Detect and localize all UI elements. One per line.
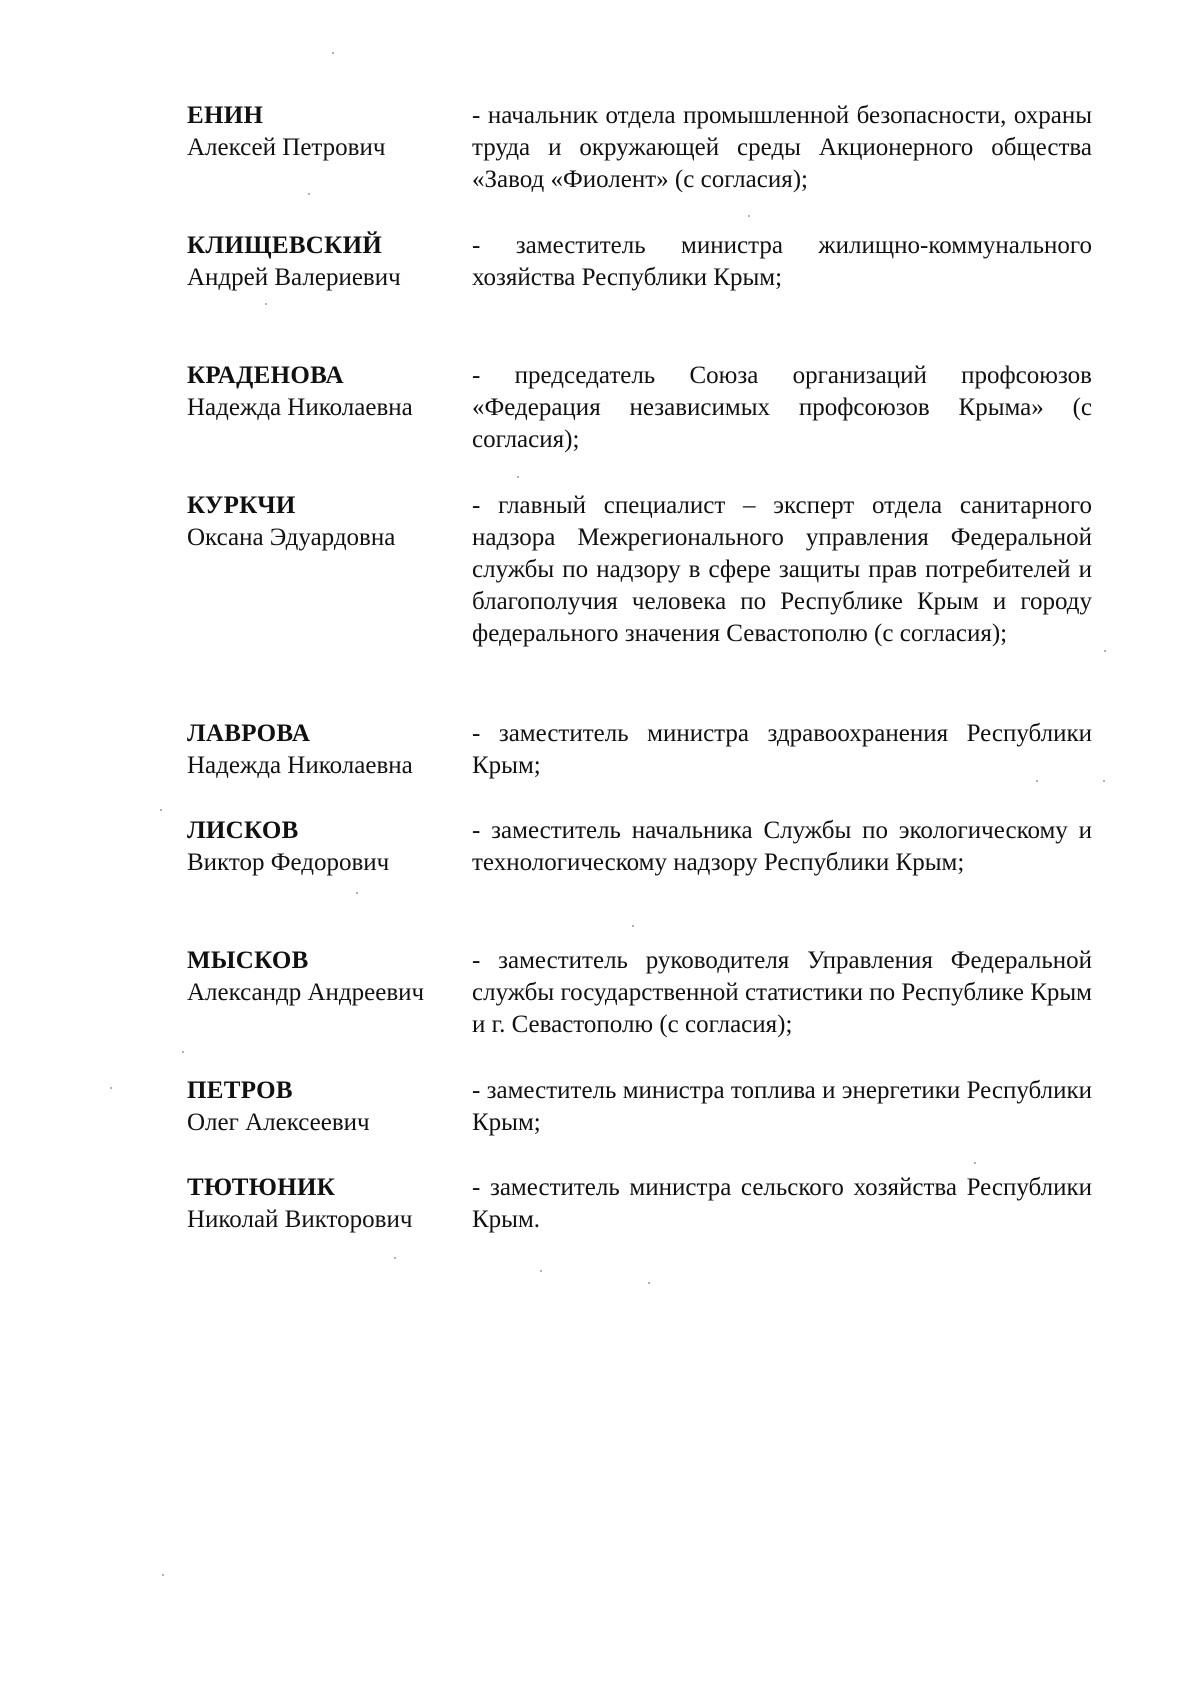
scan-speck (182, 1051, 184, 1053)
scan-speck (332, 52, 334, 54)
member-role: - заместитель начальника Службы по экологическому и технологическому надзору Республики Крым; (472, 817, 1092, 876)
member-given-name: Виктор Федорович (187, 849, 390, 876)
scan-speck (308, 193, 310, 195)
member-given-name: Надежда Николаевна (187, 394, 413, 421)
scan-speck (162, 1574, 164, 1576)
member-surname: КЛИЩЕВСКИЙ (187, 232, 383, 259)
member-surname: ЛАВРОВА (187, 720, 311, 747)
scan-speck (394, 1257, 396, 1259)
member-surname: МЫСКОВ (187, 947, 309, 974)
member-name (187, 1172, 472, 1236)
member-surname: ЕНИН (187, 102, 264, 129)
scan-speck (974, 1162, 976, 1164)
member-name (187, 100, 472, 164)
member-role: - начальник отдела промышленной безопасности, охраны труда и окружающей среды Акционерного общества «Завод «Фиолент» (с согласия); (472, 102, 1092, 193)
scan-speck (160, 809, 162, 811)
member-given-name: Оксана Эдуардовна (187, 524, 396, 551)
scan-speck (648, 1282, 650, 1284)
member-surname: ЛИСКОВ (187, 817, 299, 844)
member-role: - заместитель министра здравоохранения Республики Крым; (472, 720, 1092, 779)
member-role: - заместитель министра жилищно-коммунального хозяйства Республики Крым; (472, 232, 1092, 291)
member-given-name: Андрей Валериевич (187, 264, 401, 291)
scan-speck (1036, 780, 1038, 782)
member-name (187, 945, 472, 1009)
scan-speck (110, 1087, 112, 1089)
scan-speck (748, 215, 750, 217)
scan-speck (265, 303, 267, 305)
member-name (187, 230, 472, 294)
scan-speck (517, 476, 519, 478)
member-given-name: Александр Андреевич (187, 979, 425, 1006)
member-surname: ТЮТЮНИК (187, 1174, 336, 1201)
member-surname: КУРКЧИ (187, 492, 296, 519)
member-surname: ПЕТРОВ (187, 1077, 293, 1104)
member-given-name: Алексей Петрович (187, 134, 386, 161)
member-role: - заместитель руководителя Управления Федеральной службы государственной статистики по Республике Крым и г. Севастополю (с согласия); (472, 947, 1092, 1038)
member-surname: КРАДЕНОВА (187, 362, 344, 389)
member-name (187, 718, 472, 782)
member-role: - главный специалист – эксперт отдела санитарного надзора Межрегионального управления Федеральной службы по надзору в сфере защиты прав потребителей и благополучия человека по Республике Крым и городу федерального значения Севастополю (с согласия); (472, 492, 1092, 647)
member-name (187, 1075, 472, 1139)
scan-speck (1103, 780, 1105, 782)
member-role: - заместитель министра топлива и энергетики Республики Крым; (472, 1077, 1092, 1136)
scan-speck (540, 1270, 542, 1272)
member-given-name: Надежда Николаевна (187, 752, 413, 779)
scan-speck (1104, 650, 1106, 652)
member-name (187, 360, 472, 424)
member-name (187, 815, 472, 879)
member-name (187, 490, 472, 554)
member-role: - заместитель министра сельского хозяйства Республики Крым. (472, 1174, 1092, 1233)
member-given-name: Олег Алексеевич (187, 1109, 370, 1136)
member-given-name: Николай Викторович (187, 1206, 413, 1233)
member-role: - председатель Союза организаций профсоюзов «Федерация независимых профсоюзов Крыма» (с согласия); (472, 362, 1092, 453)
scan-speck (632, 925, 634, 927)
scan-speck (356, 892, 358, 894)
